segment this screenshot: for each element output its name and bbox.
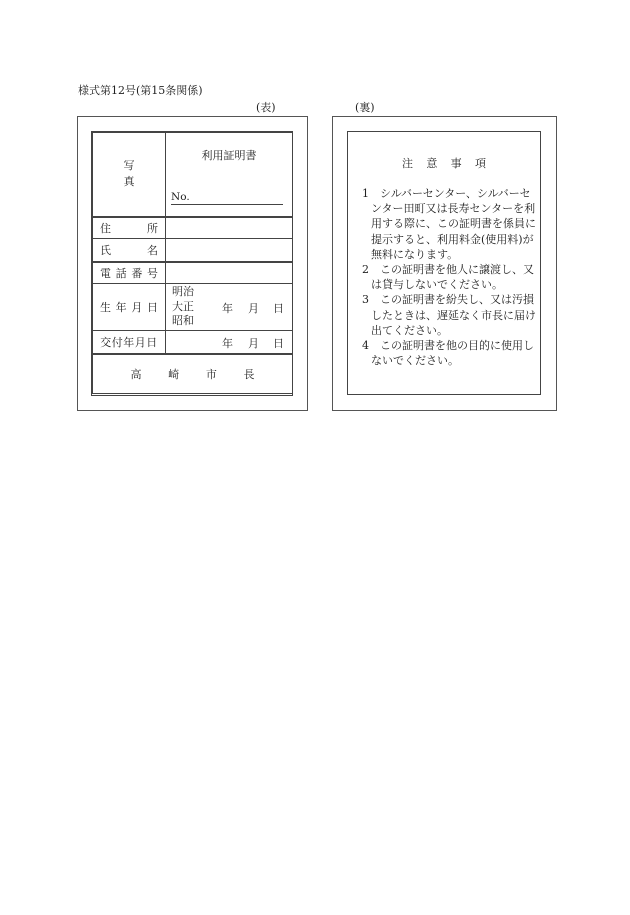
- birth-label-1: 生: [100, 301, 111, 314]
- notice-list: [362, 186, 536, 368]
- notice-item-3: 3 この証明書を紛失し、又は汚損したときは、遅延なく市長に届け出てください。: [362, 293, 536, 337]
- number-label: No.: [171, 191, 190, 203]
- notice-heading-4: 項: [474, 157, 486, 170]
- era-list: [172, 285, 194, 329]
- photo-label-1: 写: [123, 159, 135, 173]
- issuer-char-1: 高: [130, 367, 142, 381]
- birth-label-4: 日: [146, 301, 158, 314]
- issue-date-label: 交付年月日: [93, 331, 166, 354]
- notice-item-4: 4 この証明書を他の目的に使用しないでください。: [362, 339, 534, 368]
- issue-month-unit: 月: [248, 337, 259, 350]
- name-label-cell: [93, 239, 166, 262]
- back-side-label: (裏): [355, 101, 375, 114]
- form-number-title: 様式第12号(第15条関係): [78, 84, 203, 97]
- birth-month-unit: 月: [248, 302, 259, 315]
- notice-item-2: 2 この証明書を他人に譲渡し、又は貸与しないでください。: [362, 263, 534, 292]
- era-taisho: 大正: [172, 299, 194, 313]
- era-meiji: 明治: [172, 285, 194, 298]
- phone-label-2: 話: [115, 266, 127, 280]
- birth-label-2: 年: [115, 301, 127, 314]
- notice-heading: [347, 155, 541, 171]
- phone-label-cell: [93, 262, 166, 284]
- issue-year-unit: 年: [222, 337, 233, 350]
- birth-label-3: 月: [131, 301, 143, 314]
- address-label-2: 所: [147, 221, 158, 235]
- issue-date-value-cell: [166, 331, 293, 354]
- era-showa: 昭和: [172, 314, 194, 327]
- phone-label-1: 電: [100, 266, 111, 280]
- certificate-title-cell: [166, 133, 293, 217]
- address-value-cell: [166, 217, 293, 239]
- certificate-title: 利用証明書: [201, 149, 257, 162]
- phone-label-3: 番: [131, 266, 143, 280]
- issuer-name: [131, 366, 255, 382]
- birth-year-unit: 年: [222, 302, 233, 315]
- notice-heading-3: 事: [450, 157, 462, 170]
- front-card-table: [92, 132, 293, 394]
- issuer-char-3: 市: [205, 367, 217, 381]
- notice-heading-1: 注: [402, 157, 413, 170]
- birth-value-cell: [166, 284, 293, 331]
- notice-item-1: 1 シルバーセンター、シルバーセンター田町又は長寿センターを利用する際に、この証明書を係員に提示すると、利用料金(使用料)が無料になります。: [362, 187, 536, 261]
- issuer-cell: [93, 354, 293, 394]
- birth-day-unit: 日: [273, 302, 284, 315]
- issue-day-unit: 日: [273, 337, 284, 350]
- address-label-cell: [93, 217, 166, 239]
- name-label-1: 氏: [100, 243, 111, 257]
- notice-heading-2: 意: [426, 157, 438, 170]
- name-label-2: 名: [147, 243, 158, 257]
- phone-value-cell: [166, 262, 293, 284]
- address-label-1: 住: [100, 221, 111, 235]
- issuer-char-2: 崎: [168, 367, 180, 381]
- photo-cell: [93, 133, 166, 217]
- photo-label-2: 真: [123, 175, 135, 189]
- number-underline: [171, 204, 283, 205]
- birth-label-cell: [93, 284, 166, 331]
- phone-label-4: 号: [146, 266, 158, 280]
- issuer-char-4: 長: [243, 367, 255, 381]
- front-side-label: (表): [256, 101, 276, 114]
- name-value-cell: [166, 239, 293, 262]
